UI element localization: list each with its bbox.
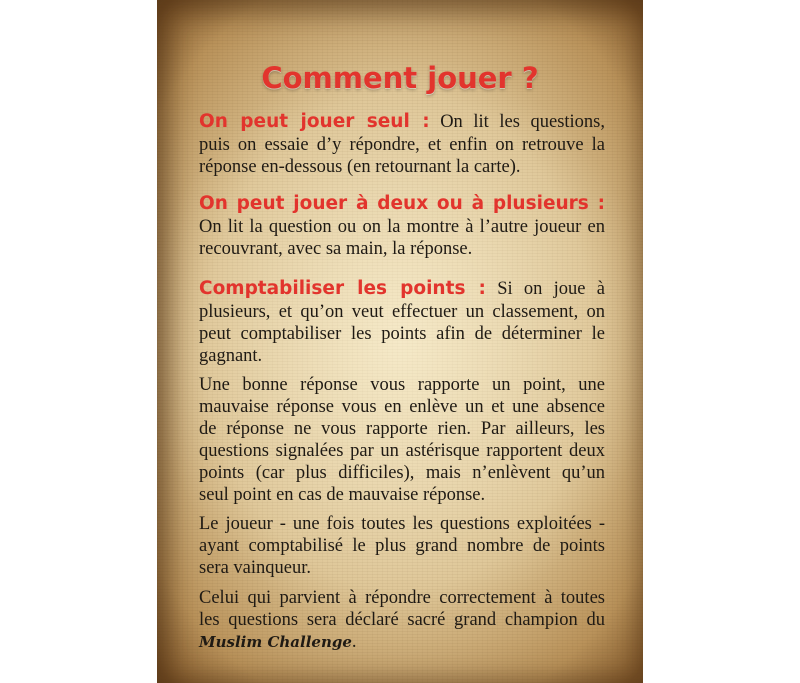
text-line: points (car plus difficiles), mais n’enlèvent qu’un [199,463,605,483]
text-line: gagnant. [199,346,263,366]
text-line [199,110,605,134]
text-line: questions signalées par un astérisque rapportent deux [199,441,605,461]
paragraph-winner [199,513,605,579]
rules-card [157,0,643,683]
text-line: plusieurs, et qu’on veut effectuer un classement, on [199,302,605,322]
section-scoring [199,277,605,367]
text-line: Le joueur - une fois toutes les questions exploitées - [199,514,605,534]
card-title: Comment jouer ? [261,61,539,95]
text-line: seul point en cas de mauvaise réponse. [199,485,486,505]
text-line: mauvaise réponse vous en enlève un et une absence [199,397,605,417]
section-heading: On peut jouer seul : [199,111,430,132]
text-line: les questions sera déclaré sacré grand champion du [199,610,605,630]
section-solo [199,110,605,178]
brand-name: Muslim Challenge [199,633,352,651]
rules-content [199,110,605,653]
text-line [199,192,605,216]
section-text: On lit les questions, [440,112,605,132]
section-heading: On peut jouer à deux ou à plusieurs : [199,193,605,214]
text-line: On lit la question ou on la montre à l’autre joueur en [199,217,605,237]
section-text: Si on joue à [497,279,605,299]
text-line: recouvrant, avec sa main, la réponse. [199,239,473,259]
text-line [199,277,605,301]
text-line: réponse en-dessous (en retournant la carte). [199,157,521,177]
text-line: Celui qui parvient à répondre correctement à toutes [199,588,605,608]
text-line: ayant comptabilisé le plus grand nombre de points [199,536,605,556]
text-line: puis on essaie d’y répondre, et enfin on retrouve la [199,135,605,155]
text-line: de réponse ne vous rapporte rien. Par ailleurs, les [199,419,605,439]
brand-suffix: . [351,632,357,652]
text-line: peut comptabiliser les points afin de déterminer le [199,324,605,344]
text-line: sera vainqueur. [199,558,311,578]
text-line: Une bonne réponse vous rapporte un point, une [199,375,605,395]
text-line [199,631,605,653]
section-heading: Comptabiliser les points : [199,278,486,299]
paragraph-champion [199,587,605,653]
paragraph-points [199,374,605,506]
section-multiplayer [199,192,605,260]
